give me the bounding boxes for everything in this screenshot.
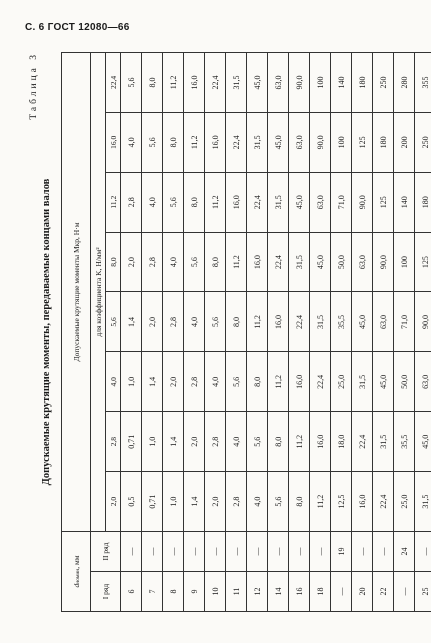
torque-value-cell: 0,5 xyxy=(121,472,142,532)
diameter-row1-cell: 25 xyxy=(415,572,431,612)
torque-value-cell: 1,4 xyxy=(184,472,205,532)
table-row xyxy=(373,53,394,612)
torque-value-cell: 31,5 xyxy=(289,232,310,292)
torque-value-cell: 8,0 xyxy=(226,292,247,352)
table-row xyxy=(226,53,247,612)
torque-value-cell: 11,2 xyxy=(310,472,331,532)
torque-value-cell: 280 xyxy=(394,53,415,113)
diameter-row1-cell: 8 xyxy=(163,572,184,612)
torque-value-cell: 200 xyxy=(394,112,415,172)
torque-value-cell: 8,0 xyxy=(184,172,205,232)
torque-value-cell: 4,0 xyxy=(142,172,163,232)
torque-value-cell: 11,2 xyxy=(289,412,310,472)
torque-value-cell: 2,0 xyxy=(163,352,184,412)
diameter-row1-cell: 10 xyxy=(205,572,226,612)
coef-cell: 11,2 xyxy=(106,172,121,232)
torque-value-cell: 90,0 xyxy=(352,172,373,232)
diameter-row2-cell: — xyxy=(310,532,331,572)
table-row xyxy=(289,53,310,612)
torque-value-cell: 71,0 xyxy=(331,172,352,232)
diameter-row2-cell: — xyxy=(247,532,268,572)
diameter-row1-cell: 16 xyxy=(289,572,310,612)
torque-value-cell: 1,4 xyxy=(163,412,184,472)
table-row xyxy=(163,53,184,612)
torque-value-cell: 16,0 xyxy=(184,53,205,113)
diameter-row1-cell: 22 xyxy=(373,572,394,612)
torque-value-cell: 16,0 xyxy=(289,352,310,412)
diameter-row2-cell: — xyxy=(142,532,163,572)
torque-value-cell: 22,4 xyxy=(205,53,226,113)
diameter-row2-cell: — xyxy=(226,532,247,572)
diameter-row2-cell: — xyxy=(205,532,226,572)
diameter-row2-cell: 24 xyxy=(394,532,415,572)
torque-value-cell: 4,0 xyxy=(121,112,142,172)
torque-value-cell: 22,4 xyxy=(268,232,289,292)
torque-value-cell: 18,0 xyxy=(331,412,352,472)
torque-value-cell: 180 xyxy=(352,53,373,113)
torque-value-cell: 31,5 xyxy=(310,292,331,352)
diameter-row1-cell: 20 xyxy=(352,572,373,612)
torque-value-cell: 12,5 xyxy=(331,472,352,532)
torque-value-cell: 63,0 xyxy=(289,112,310,172)
torque-value-cell: 140 xyxy=(331,53,352,113)
torque-value-cell: 4,0 xyxy=(184,292,205,352)
torque-value-cell: 2,8 xyxy=(121,172,142,232)
torque-value-cell: 8,0 xyxy=(142,53,163,113)
coef-cell: 5,6 xyxy=(106,292,121,352)
table-row xyxy=(310,53,331,612)
diameter-row1-cell: — xyxy=(331,572,352,612)
torque-value-cell: 22,4 xyxy=(289,292,310,352)
torque-value-cell: 5,6 xyxy=(205,292,226,352)
torque-value-cell: 25,0 xyxy=(394,472,415,532)
torque-value-cell: 2,0 xyxy=(121,232,142,292)
diameter-row2-cell: — xyxy=(268,532,289,572)
table-label: Таблица 3 xyxy=(29,52,39,120)
torque-value-cell: 4,0 xyxy=(205,352,226,412)
diameter-row2-cell: 19 xyxy=(331,532,352,572)
diameter-row1-cell: 9 xyxy=(184,572,205,612)
torque-value-cell: 90,0 xyxy=(415,292,431,352)
torque-value-cell: 140 xyxy=(394,172,415,232)
torque-value-cell: 100 xyxy=(331,112,352,172)
table-row xyxy=(415,53,431,612)
torque-value-cell: 1,0 xyxy=(121,352,142,412)
diameter-row2-cell: — xyxy=(415,532,431,572)
torque-value-cell: 8,0 xyxy=(205,232,226,292)
torque-value-cell: 31,5 xyxy=(226,53,247,113)
torque-value-cell: 45,0 xyxy=(352,292,373,352)
torque-value-cell: 2,8 xyxy=(184,352,205,412)
diameter-row2-cell: — xyxy=(184,532,205,572)
torque-value-cell: 5,6 xyxy=(226,352,247,412)
torque-value-cell: 2,8 xyxy=(226,472,247,532)
torque-value-cell: 31,5 xyxy=(268,172,289,232)
torque-value-cell: 100 xyxy=(394,232,415,292)
torque-value-cell: 90,0 xyxy=(310,112,331,172)
torque-value-cell: 2,8 xyxy=(205,412,226,472)
diameter-row2-cell: — xyxy=(163,532,184,572)
torque-value-cell: 50,0 xyxy=(331,232,352,292)
torque-value-cell: 63,0 xyxy=(352,232,373,292)
torque-value-cell: 11,2 xyxy=(205,172,226,232)
torque-value-cell: 11,2 xyxy=(184,112,205,172)
torque-value-cell: 2,0 xyxy=(184,412,205,472)
torque-value-cell: 5,6 xyxy=(163,172,184,232)
torque-value-cell: 35,5 xyxy=(331,292,352,352)
torque-value-cell: 11,2 xyxy=(247,292,268,352)
torque-value-cell: 11,2 xyxy=(163,53,184,113)
torque-value-cell: 1,0 xyxy=(142,412,163,472)
torque-value-cell: 8,0 xyxy=(268,412,289,472)
torque-value-cell: 250 xyxy=(373,53,394,113)
torque-value-cell: 125 xyxy=(352,112,373,172)
table-row xyxy=(352,53,373,612)
table-row xyxy=(331,53,352,612)
diameter-row1-cell: 7 xyxy=(142,572,163,612)
torque-value-cell: 22,4 xyxy=(226,112,247,172)
coef-cell: 4,0 xyxy=(106,352,121,412)
diameter-row2-cell: — xyxy=(289,532,310,572)
torque-value-cell: 8,0 xyxy=(163,112,184,172)
torque-value-cell: 2,8 xyxy=(163,292,184,352)
torque-value-cell: 8,0 xyxy=(247,352,268,412)
torque-value-cell: 22,4 xyxy=(310,352,331,412)
coef-cell: 2,8 xyxy=(106,412,121,472)
torque-value-cell: 45,0 xyxy=(268,112,289,172)
table-row xyxy=(184,53,205,612)
torque-value-cell: 31,5 xyxy=(352,352,373,412)
coef-header: для коэффициента K, Н/мм² xyxy=(91,53,106,532)
table-row xyxy=(205,53,226,612)
torque-value-cell: 16,0 xyxy=(352,472,373,532)
torque-value-cell: 90,0 xyxy=(289,53,310,113)
diameter-row1-cell: 14 xyxy=(268,572,289,612)
coef-cell: 2,0 xyxy=(106,472,121,532)
torque-value-cell: 35,5 xyxy=(394,412,415,472)
torque-value-cell: 50,0 xyxy=(394,352,415,412)
coef-cell: 22,4 xyxy=(106,53,121,113)
table-row xyxy=(142,53,163,612)
table-row xyxy=(394,53,415,612)
torque-value-cell: 16,0 xyxy=(247,232,268,292)
torque-value-cell: 4,0 xyxy=(247,472,268,532)
diameter-row1-cell: 12 xyxy=(247,572,268,612)
table-body xyxy=(121,53,431,612)
torque-value-cell: 4,0 xyxy=(163,232,184,292)
torque-value-cell: 16,0 xyxy=(226,172,247,232)
torque-value-cell: 0,71 xyxy=(142,472,163,532)
coef-cell: 8,0 xyxy=(106,232,121,292)
coef-cell: 16,0 xyxy=(106,112,121,172)
diameter-row1-cell: 6 xyxy=(121,572,142,612)
torque-value-cell: 1,0 xyxy=(163,472,184,532)
torque-value-cell: 25,0 xyxy=(331,352,352,412)
torque-value-cell: 63,0 xyxy=(268,53,289,113)
torque-value-cell: 1,4 xyxy=(142,352,163,412)
torque-value-cell: 16,0 xyxy=(205,112,226,172)
diameter-row2-cell: — xyxy=(373,532,394,572)
table-caption: Допускаемые крутящие моменты, передаваемые концами валов xyxy=(41,178,52,486)
torque-value-cell: 63,0 xyxy=(415,352,431,412)
torque-value-cell: 22,4 xyxy=(373,472,394,532)
torque-value-cell: 180 xyxy=(373,112,394,172)
torque-value-cell: 5,6 xyxy=(247,412,268,472)
diameter-header: dномин, мм xyxy=(62,532,91,612)
torque-value-cell: 22,4 xyxy=(247,172,268,232)
torque-value-cell: 45,0 xyxy=(373,352,394,412)
torque-value-cell: 5,6 xyxy=(268,472,289,532)
torque-value-cell: 8,0 xyxy=(289,472,310,532)
table-row xyxy=(268,53,289,612)
torque-value-cell: 45,0 xyxy=(415,412,431,472)
torque-value-cell: 16,0 xyxy=(268,292,289,352)
torque-value-cell: 2,8 xyxy=(142,232,163,292)
torque-value-cell: 5,6 xyxy=(121,53,142,113)
diameter-row1-cell: — xyxy=(394,572,415,612)
torque-value-cell: 5,6 xyxy=(184,232,205,292)
torque-value-cell: 2,0 xyxy=(142,292,163,352)
diameter-row2-cell: — xyxy=(121,532,142,572)
table-row xyxy=(121,53,142,612)
coef-row xyxy=(106,53,121,612)
row2-header: II ряд xyxy=(91,532,121,572)
torque-header: Допускаемые крутящие моменты Мкр, Н·м xyxy=(62,53,91,532)
torque-value-cell: 1,4 xyxy=(121,292,142,352)
torque-value-cell: 16,0 xyxy=(310,412,331,472)
torque-value-cell: 0,71 xyxy=(121,412,142,472)
diameter-row1-cell: 11 xyxy=(226,572,247,612)
torque-value-cell: 90,0 xyxy=(373,232,394,292)
torque-value-cell: 31,5 xyxy=(415,472,431,532)
torque-value-cell: 125 xyxy=(373,172,394,232)
diameter-row2-cell: — xyxy=(352,532,373,572)
diameter-row1-cell: 18 xyxy=(310,572,331,612)
torque-value-cell: 5,6 xyxy=(142,112,163,172)
page-header: С. 6 ГОСТ 12080—66 xyxy=(25,22,130,33)
torque-value-cell: 22,4 xyxy=(352,412,373,472)
torque-value-cell: 4,0 xyxy=(226,412,247,472)
torque-value-cell: 71,0 xyxy=(394,292,415,352)
torque-value-cell: 45,0 xyxy=(247,53,268,113)
torque-value-cell: 45,0 xyxy=(310,232,331,292)
torque-value-cell: 63,0 xyxy=(310,172,331,232)
row1-header: I ряд xyxy=(91,572,121,612)
torque-value-cell: 100 xyxy=(310,53,331,113)
torque-value-cell: 180 xyxy=(415,172,431,232)
torque-value-cell: 31,5 xyxy=(373,412,394,472)
torque-value-cell: 2,0 xyxy=(205,472,226,532)
caption-row xyxy=(29,52,61,612)
torque-value-cell: 125 xyxy=(415,232,431,292)
torque-value-cell: 63,0 xyxy=(373,292,394,352)
torque-value-cell: 11,2 xyxy=(226,232,247,292)
torque-table xyxy=(61,52,431,612)
rotated-table-block xyxy=(29,52,430,612)
torque-value-cell: 250 xyxy=(415,112,431,172)
torque-value-cell: 11,2 xyxy=(268,352,289,412)
table-row xyxy=(247,53,268,612)
torque-value-cell: 31,5 xyxy=(247,112,268,172)
torque-value-cell: 45,0 xyxy=(289,172,310,232)
torque-value-cell: 355 xyxy=(415,53,431,113)
